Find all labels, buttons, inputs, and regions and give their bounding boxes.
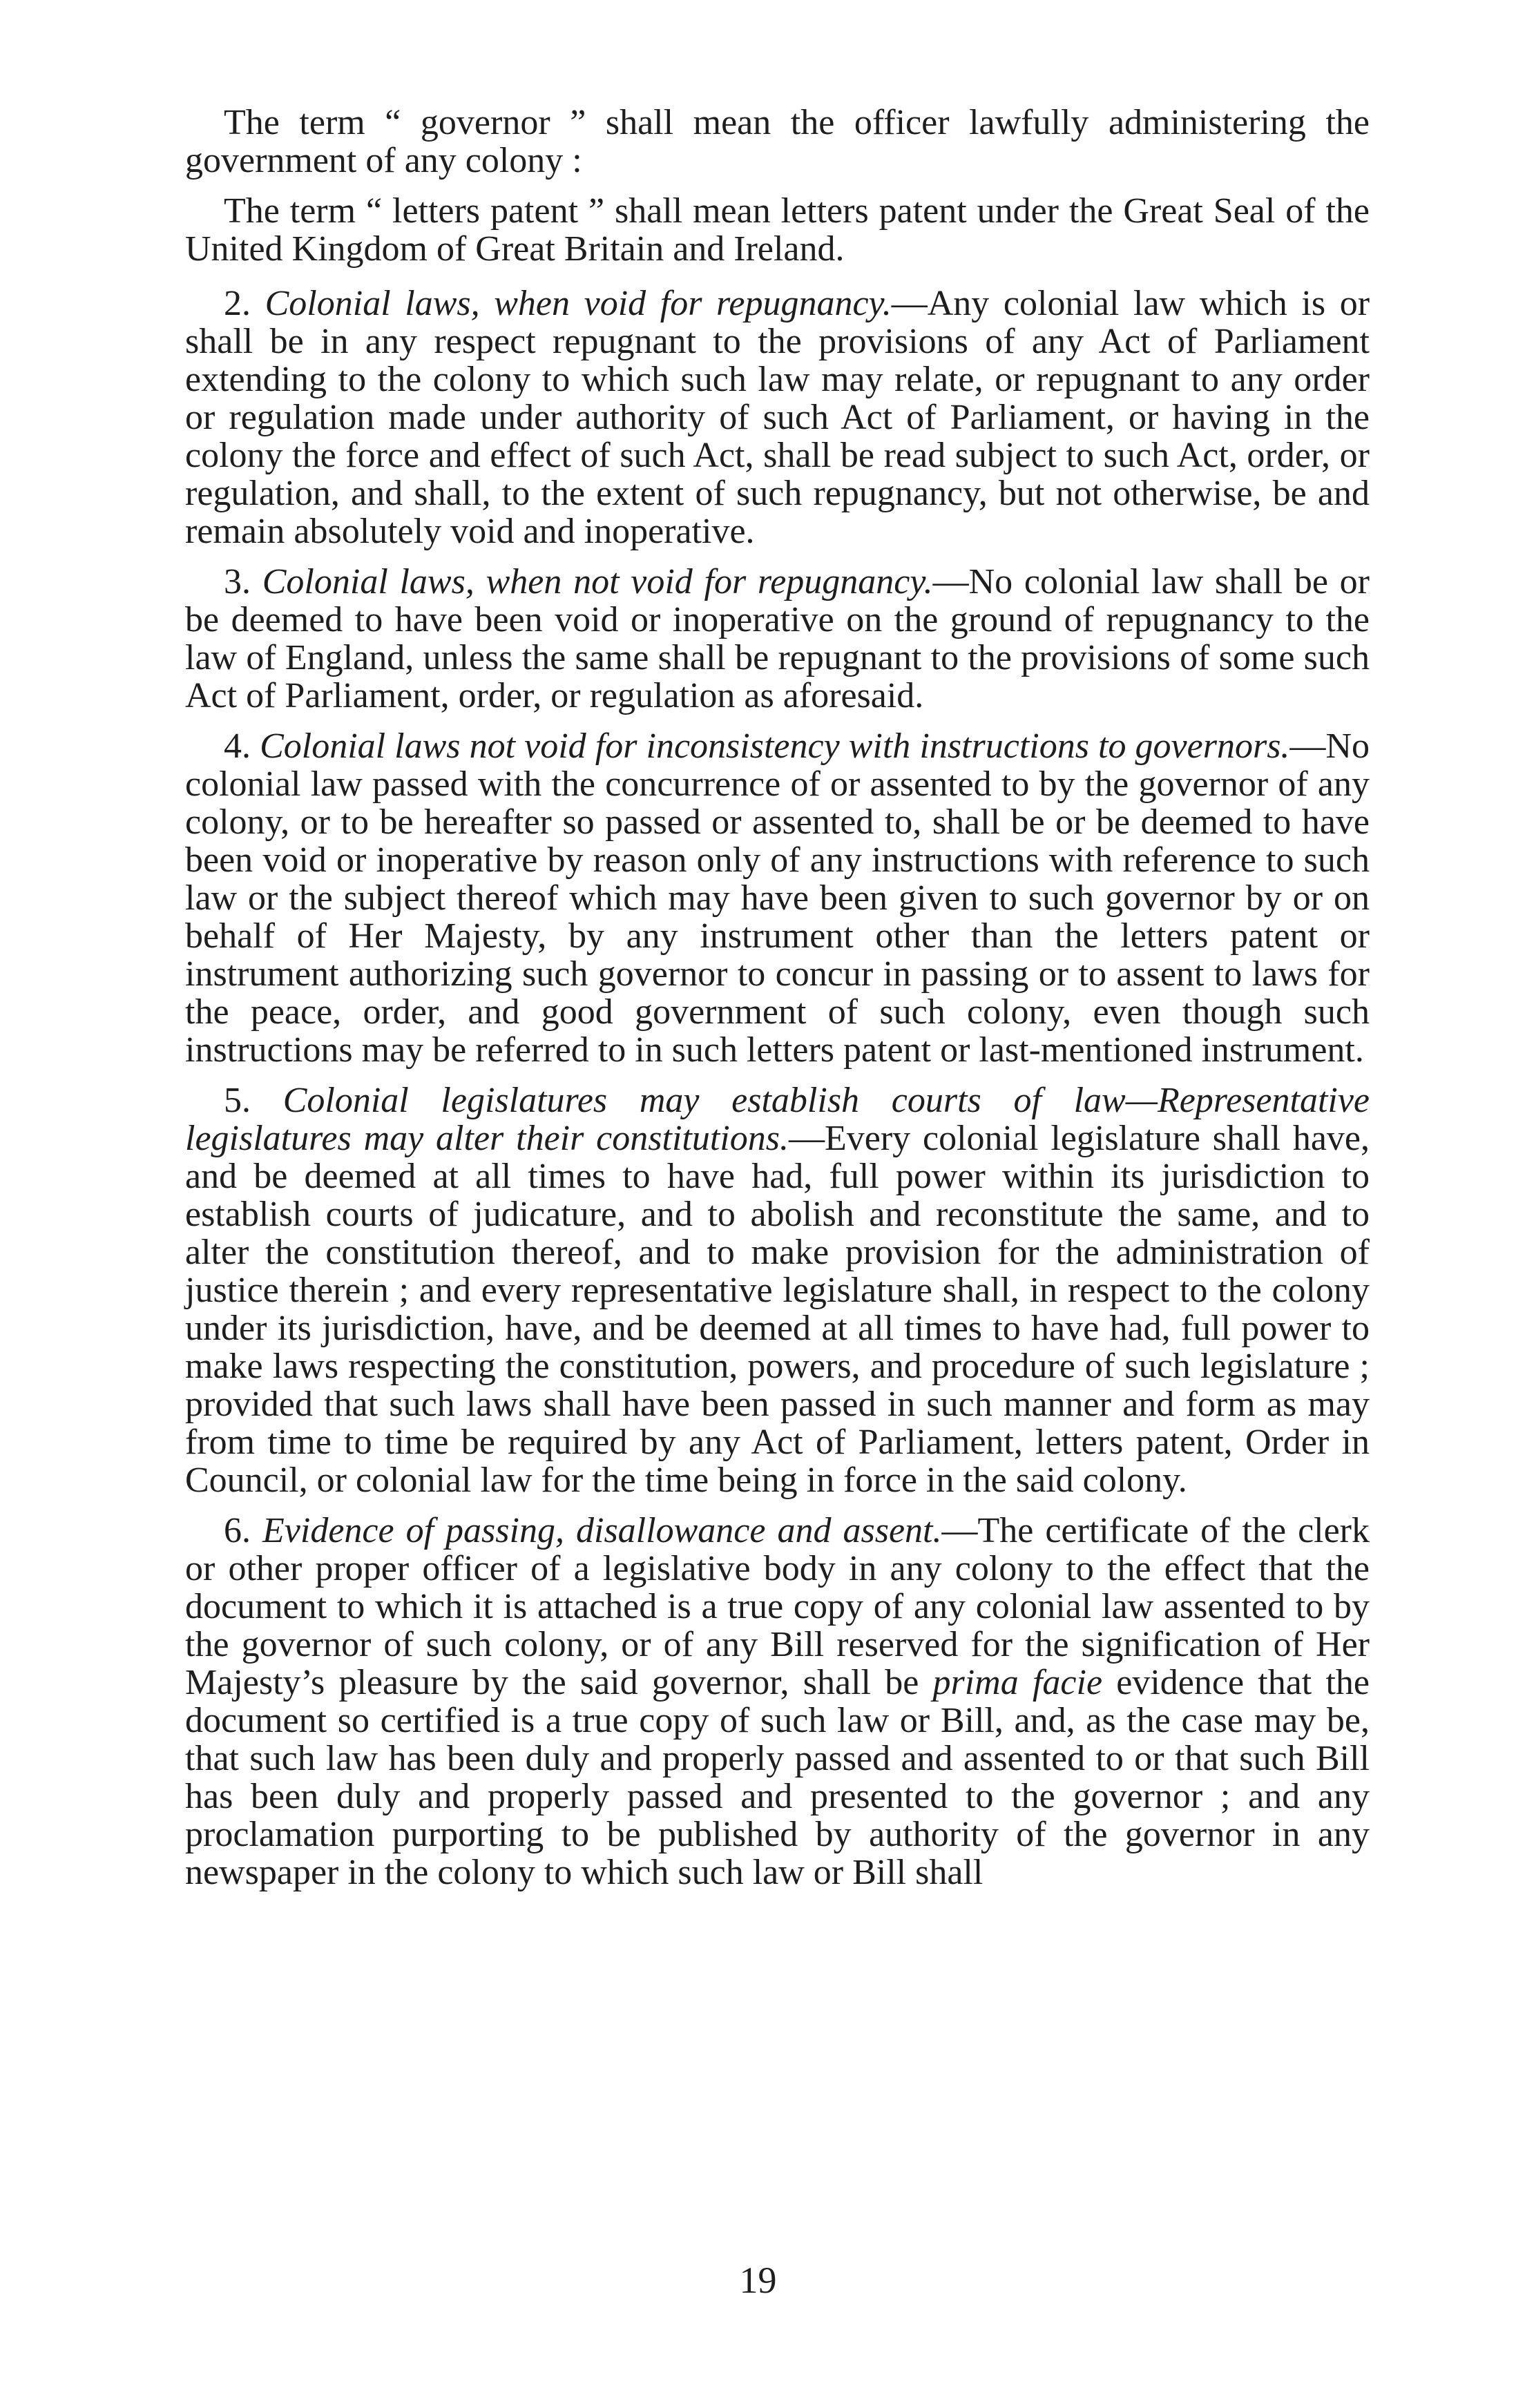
paragraph-text: The term “ governor ” shall mean the officer lawfully administering the government of any colony : xyxy=(185,103,1370,180)
document-page xyxy=(185,104,1370,1904)
section-text: —Any colonial law which is or shall be in any respect repugnant to the provisions of any Act of Parliament extending to the colony to which such law may relate, or repugnant to any order or regulation made under authority of such Act of Parliament, or having in the colony the force and effect of such Act, shall be read subject to such Act, order, or regulation, and shall, to the extent of such repugnancy, but not otherwise, be and remain absolutely void and inoperative. xyxy=(185,284,1370,551)
section-text: —Every colonial legislature shall have, and be deemed at all times to have had, full power within its jurisdiction to establish courts of judicature, and to abolish and reconstitute the same, and to alter the constitution thereof, and to make provision for the administration of justice therein ; and every representative legislature shall, in respect to the colony under its jurisdiction, have, and be deemed at all times to have had, full power to make laws respecting the constitution, powers, and procedure of such legislature ; provided that such laws shall have been passed in such manner and form as may from time to time be required by any Act of Parliament, letters patent, Order in Council, or colonial law for the time being in force in the said colony. xyxy=(185,1119,1370,1500)
section-6 xyxy=(185,1512,1370,1891)
definition-governor xyxy=(185,104,1370,180)
section-number: 3. xyxy=(224,562,251,601)
paragraph-text: The term “ letters patent ” shall mean letters patent under the Great Seal of the United Kingdom of Great Britain and Ireland. xyxy=(185,191,1370,269)
section-heading: Colonial legislatures may establish courts of law—Representative legislatures may alter their constitutions. xyxy=(185,1081,1370,1158)
section-heading: Colonial laws, when void for repugnancy. xyxy=(265,284,892,323)
page-number: 19 xyxy=(739,2260,777,2301)
section-text: —No colonial law passed with the concurrence of or assented to by the governor of any colony, or to be hereafter so passed or assented to, shall be or be deemed to have been void or inoperative by reason only of any instructions with reference to such law or the subject thereof which may have been given to such governor by or on behalf of Her Majesty, by any instrument other than the letters patent or instrument authorizing such governor to concur in passing or to assent to laws for the peace, order, and good government of such colony, even though such instructions may be referred to in such letters patent or last-mentioned instrument. xyxy=(185,726,1370,1070)
section-number: 5. xyxy=(224,1081,251,1120)
section-heading: Evidence of passing, disallowance and assent. xyxy=(262,1511,942,1550)
section-heading: Colonial laws not void for inconsistency with instructions to governors. xyxy=(260,726,1290,766)
definition-letters-patent xyxy=(185,192,1370,268)
section-number: 6. xyxy=(224,1511,251,1550)
section-heading: Colonial laws, when not void for repugnancy. xyxy=(262,562,933,601)
section-emphasis: prima facie xyxy=(932,1663,1103,1702)
section-2 xyxy=(185,285,1370,550)
section-3 xyxy=(185,563,1370,715)
section-number: 2. xyxy=(224,284,251,323)
section-number: 4. xyxy=(224,726,251,766)
section-4 xyxy=(185,727,1370,1069)
section-text: —No colonial law shall be or be deemed to have been void or inoperative on the ground of repugnancy to the law of England, unless the same shall be repugnant to the provisions of some such Act of Parliament, order, or regulation as aforesaid. xyxy=(185,562,1370,715)
section-text: evidence that the document so certified is a true copy of such law or Bill, and, as the case may be, that such law has been duly and properly passed and assented to or that such Bill has been duly and properly passed and presented to the governor ; and any proclamation purporting to be published by authority of the governor in any newspaper in the colony to which such law or Bill shall xyxy=(185,1663,1370,1892)
section-text: —The certificate of the clerk or other proper officer of a legislative body in any colony to the effect that the document to which it is attached is a true copy of any colonial law assented to by the governor of such colony, or of any Bill reserved for the signification of Her Majesty’s pleasure by the said governor, shall be xyxy=(185,1511,1370,1702)
section-5 xyxy=(185,1081,1370,1499)
